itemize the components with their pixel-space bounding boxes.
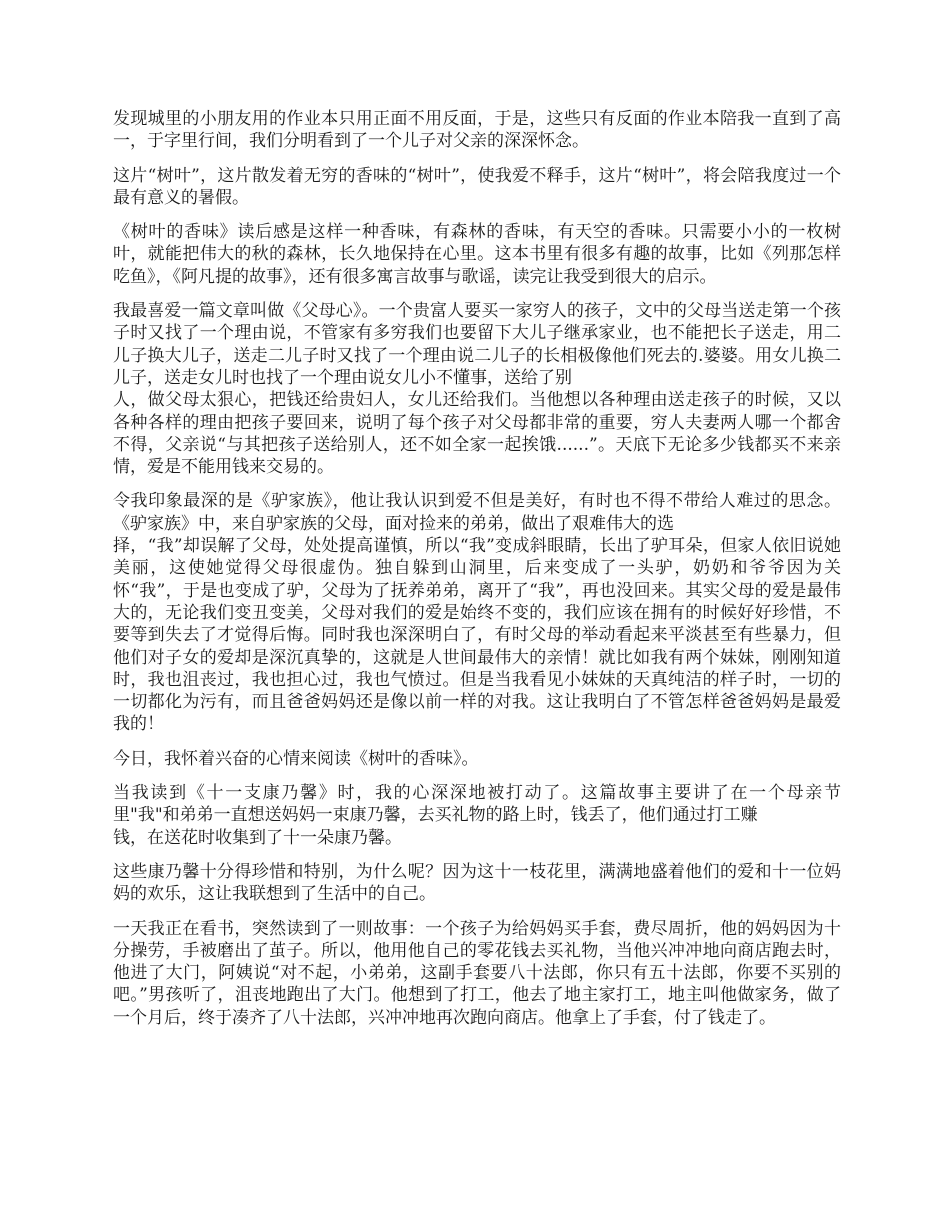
paragraph-9: 一天我正在看书，突然读到了一则故事：一个孩子为给妈妈买手套，费尽周折，他的妈妈因为十分操劳，手被磨出了茧子。所以，他用他自己的零花钱去买礼物，当他兴冲冲地向商店跑去时，他进了大门，阿姨说“对不起，小弟弟，这副手套要八十法郎，你只有五十法郎，你要不买别的吧。”男孩听了，沮丧地跑出了大门。他想到了打工，他去了地主家打工，地主叫他做家务，做了一个月后，终于凑齐了八十法郎，兴冲冲地再次跑向商店。他拿上了手套，付了钱走了。 bbox=[113, 918, 841, 1028]
paragraph-4: 我最喜爱一篇文章叫做《父母心》。一个贵富人要买一家穷人的孩子，文中的父母当送走第一个孩子时又找了一个理由说，不管家有多穷我们也要留下大儿子继承家业，也不能把长子送走，用二儿子换大儿子，送走二儿子时又找了一个理由说二儿子的长相极像他们死去的.婆婆。用女儿换二儿子，送走女儿时也找了一个理由说女儿小不懂事，送给了别 人，做父母太狠心，把钱还给贵妇人，女儿还给我们。当他想以各种理由送走孩子的时候，又以各种各样的理由把孩子要回来，说明了每个孩子对父母都非常的重要，穷人夫妻两人哪一个都舍不得，父亲说“与其把孩子送给别人，还不如全家一起挨饿......”。天底下无论多少钱都买不来亲情，爱是不能用钱来交易的。 bbox=[113, 301, 841, 478]
paragraph-7: 当我读到《十一支康乃馨》时，我的心深深地被打动了。这篇故事主要讲了在一个母亲节里"我"和弟弟一直想送妈妈一束康乃馨，去买礼物的路上时，钱丢了，他们通过打工赚 钱，在送花时收集到了十一朵康乃馨。 bbox=[113, 783, 841, 848]
paragraph-5: 令我印象最深的是《驴家族》，他让我认识到爱不但是美好，有时也不得不带给人难过的思念。《驴家族》中，来自驴家族的父母，面对捡来的弟弟，做出了艰难伟大的选 择，“我”却误解了父母，处处提高谨慎，所以“我”变成斜眼睛，长出了驴耳朵，但家人依旧说她美丽，这使她觉得父母很虚伪。独自躲到山洞里，后来变成了一头驴，奶奶和爷爷因为关怀“我”，于是也变成了驴，父母为了抚养弟弟，离开了“我”，再也没回来。其实父母的爱是最伟大的，无论我们变丑变美，父母对我们的爱是始终不变的，我们应该在拥有的时候好好珍惜，不要等到失去了才觉得后悔。同时我也深深明白了，有时父母的举动看起来平淡甚至有些暴力，但他们对子女的爱却是深沉真挚的，这就是人世间最伟大的亲情！就比如我有两个妹妹，刚刚知道时，我也沮丧过，我也担心过，我也气愤过。但是当我看见小妹妹的天真纯洁的样子时，一切的一切都化为污有，而且爸爸妈妈还是像以前一样的对我。这让我明白了不管怎样爸爸妈妈是最爱我的！ bbox=[113, 491, 841, 735]
paragraph-8: 这些康乃馨十分得珍惜和特别，为什么呢？因为这十一枝花里，满满地盛着他们的爱和十一位妈妈的欢乐，这让我联想到了生活中的自己。 bbox=[113, 861, 841, 905]
document-page bbox=[113, 108, 841, 1041]
paragraph-3: 《树叶的香味》读后感是这样一种香味，有森林的香味，有天空的香味。只需要小小的一枚树叶，就能把伟大的秋的森林，长久地保持在心里。这本书里有很多有趣的故事，比如《列那怎样吃鱼》，《阿凡提的故事》，还有很多寓言故事与歌谣，读完让我受到很大的启示。 bbox=[113, 222, 841, 287]
paragraph-2: 这片“树叶”，这片散发着无穷的香味的“树叶”，使我爱不释手，这片“树叶”，将会陪我度过一个最有意义的暑假。 bbox=[113, 165, 841, 208]
paragraph-6: 今日，我怀着兴奋的心情来阅读《树叶的香味》。 bbox=[113, 748, 479, 769]
paragraph-1: 发现城里的小朋友用的作业本只用正面不用反面，于是，这些只有反面的作业本陪我一直到了高一，于字里行间，我们分明看到了一个儿子对父亲的深深怀念。 bbox=[113, 109, 841, 152]
